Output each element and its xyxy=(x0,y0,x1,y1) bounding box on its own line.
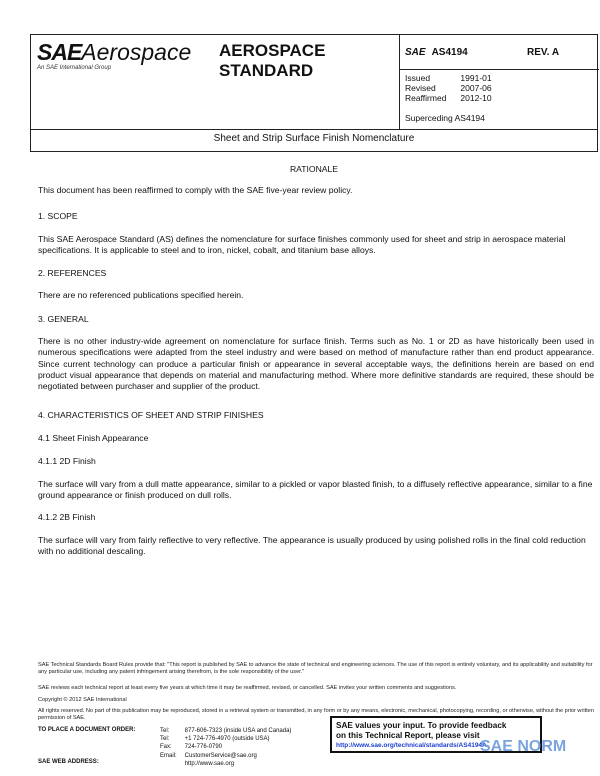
phone-link[interactable]: 877-606-7323 (inside USA and Canada) xyxy=(184,728,292,734)
footer-copyright: Copyright © 2012 SAE International xyxy=(38,697,127,703)
watermark: SAE NORM xyxy=(480,738,567,755)
feedback-link[interactable]: http://www.sae.org/technical/standards/AS4194A xyxy=(336,742,487,749)
section-2-heading: 2. REFERENCES xyxy=(38,268,107,278)
section-1-heading: 1. SCOPE xyxy=(38,211,78,221)
web-address-label: SAE WEB ADDRESS: xyxy=(38,759,99,765)
section-4-1-1-heading: 4.1.1 2D Finish xyxy=(38,456,96,466)
standard-title: AEROSPACE STANDARD xyxy=(219,41,326,80)
section-1-text: This SAE Aerospace Standard (AS) defines the nomenclature for surface finishes commonly used for sheet and strip in aerospace material specifications. It is applicable to steel and to iron, nickel, cobalt, and titanium base alloys. xyxy=(38,234,566,256)
section-4-1-heading: 4.1 Sheet Finish Appearance xyxy=(38,433,149,443)
feedback-text: on this Technical Report, please visit xyxy=(336,730,480,740)
email-link[interactable]: CustomerService@sae.org xyxy=(184,752,257,759)
footer-rights: All rights reserved. No part of this publication may be reproduced, stored in a retrieval system or transmitted, in any form or by any means, electronic, mechanical, photocopying, recording, or otherwise, without the prior written permission of SAE. xyxy=(38,708,594,722)
document-number: SAE AS4194 xyxy=(405,47,468,58)
section-4-1-2-text: The surface will vary from fairly reflective to very reflective. The appearance is usually produced by using polished rolls in the final cold reduction with no additional descaling. xyxy=(38,535,586,557)
section-4-heading: 4. CHARACTERISTICS OF SHEET AND STRIP FINISHES xyxy=(38,410,264,420)
header-box xyxy=(30,34,598,152)
contact-table: Tel: 877-606-7323 (inside USA and Canada) Tel: +1 724-776-4970 (outside USA) Fax: 724-776-0790 Email: CustomerService@sae.org http://www.sae.org xyxy=(160,727,299,768)
phone-link[interactable]: +1 724-776-4970 (outside USA) xyxy=(184,736,270,743)
superceding: Superceding AS4194 xyxy=(405,113,485,123)
logo-subtitle: An SAE International Group xyxy=(37,65,112,71)
section-4-1-1-text: The surface will vary from a dull matte appearance, similar to a pickled or vapor blasted finish, to a diffusely reflective appearance, similar to a fine ground appearance or finish produced on dull rolls. xyxy=(38,479,593,501)
dates-table: Issued 1991-01 Revised 2007-06 Reaffirmed 2012-10 xyxy=(405,73,492,103)
section-3-heading: 3. GENERAL xyxy=(38,314,89,324)
section-2-text: There are no referenced publications specified herein. xyxy=(38,290,244,300)
rationale-heading: RATIONALE xyxy=(289,164,339,174)
section-4-1-2-heading: 4.1.2 2B Finish xyxy=(38,512,96,522)
footer-rules: SAE Technical Standards Board Rules provide that: "This report is published by SAE to advance the state of technical and engineering sciences. The use of this report is entirely voluntary, and its applicability and suitability for any particular use, including any patent infringement arising therefrom, is the sole responsibility of the user." xyxy=(38,662,593,676)
section-3-text: There is no other industry-wide agreement on nomenclature for surface finish. Terms such as No. 1 or 2D as have historically been used in numerous specifications were adapted from the steel industry and were based on method of manufacture rather than end product appearance. Since current technology can produce a particular finish or appearance in several acceptable ways, the definitions herein are based on end product visual appearance that depends on material and manufacturing method. Where more definitive standards are required, these should be negotiated between purchaser and supplier of the product. xyxy=(38,336,594,392)
feedback-text: SAE values your input. To provide feedback xyxy=(336,721,507,730)
footer-review: SAE reviews each technical report at least every five years at which time it may be reaffirmed, revised, or cancelled. SAE invites your written comments and suggestions. xyxy=(38,685,457,691)
sae-aerospace-logo: SAEAerospace xyxy=(37,39,192,65)
rationale-text: This document has been reaffirmed to comply with the SAE five-year review policy. xyxy=(38,185,353,195)
website-link[interactable]: http://www.sae.org xyxy=(184,760,235,767)
document-title: Sheet and Strip Surface Finish Nomenclature xyxy=(213,133,415,144)
revision: REV. A xyxy=(527,47,560,58)
order-label: TO PLACE A DOCUMENT ORDER: xyxy=(38,727,136,733)
